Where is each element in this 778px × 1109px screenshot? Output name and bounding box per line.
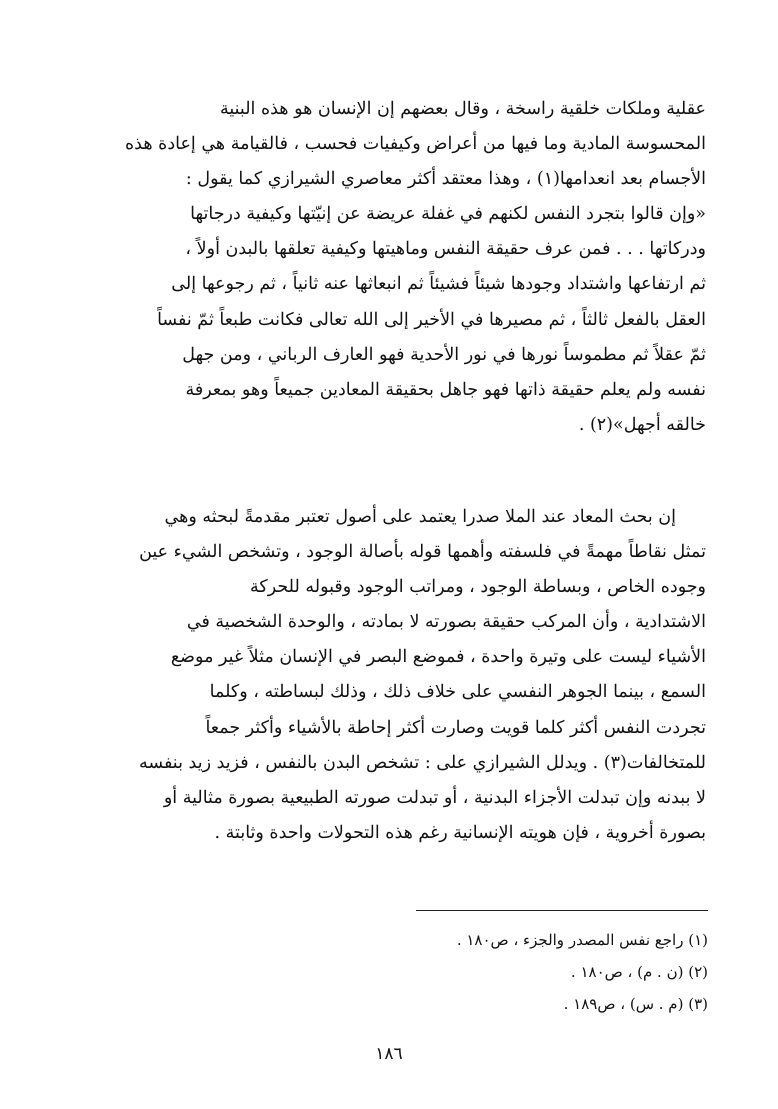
page-number: ١٨٦: [375, 1044, 403, 1064]
text-line: «وإن قالوا بتجرد النفس لكنهم في غفلة عريضة عن إنيّتها وكيفية درجاتها: [190, 204, 706, 225]
paragraph-1: [76, 92, 706, 443]
text-line: ودركاتها . . . فمن عرف حقيقة النفس وماهيتها وكيفية تعلقها بالبدن أولاً ،: [185, 239, 706, 260]
text-line: خالقه أجهل»(٢) .: [578, 414, 706, 435]
text-line: ثمّ عقلاً ثم مطموساً نورها في نور الأحدية فهو العارف الرباني ، ومن جهل: [182, 344, 706, 365]
text-line: لا ببدنه وإن تبدلت الأجزاء البدنية ، أو تبدلت صورته الطبيعية بصورة مثالية أو: [163, 787, 706, 808]
text-line: نفسه ولم يعلم حقيقة ذاتها فهو جاهل بحقيقة المعادين جميعاً وهو بمعرفة: [185, 379, 706, 400]
text-line: إن بحث المعاد عند الملا صدرا يعتمد على أصول تعتبر مقدمةً لبحثه وهي: [164, 507, 676, 527]
footnote: (١) راجع نفس المصدر والجزء ، ص١٨٠ .: [456, 931, 708, 949]
text-line: ثم ارتفاعها واشتداد وجودها شيئاً فشيئاً ثم انبعاثها عنه ثانياً ، ثم رجوعها إلى: [171, 274, 706, 295]
text-line: العقل بالفعل ثالثاً ، ثم مصيرها في الأخير إلى الله تعالى فكانت طبعاً ثمّ نفساً: [157, 309, 706, 330]
text-line: بصورة أخروية ، فإن هويته الإنسانية رغم هذه التحولات واحدة وثابتة .: [214, 822, 706, 843]
text-line: تمثل نقاطاً مهمةً في فلسفته وأهمها قوله بأصالة الوجود ، وتشخص الشيء عين: [139, 542, 706, 563]
footnote: (٣) (م . س) ، ص١٨٩ .: [563, 995, 708, 1013]
text-line: السمع ، بينما الجوهر النفسي على خلاف ذلك ، وذلك لبساطته ، وكلما: [209, 682, 706, 703]
text-line: للمتخالفات(٣) . ويدلل الشيرازي على : تشخص البدن بالنفس ، فزيد زيد بنفسه: [138, 752, 706, 773]
text-line: الأجسام بعد انعدامها(١) ، وهذا معتقد أكثر معاصري الشيرازي كما يقول :: [185, 169, 706, 190]
text-line: المحسوسة المادية وما فيها من أعراض وكيفيات فحسب ، فالقيامة هي إعادة هذه: [125, 134, 706, 155]
footnotes: [380, 924, 708, 1020]
footnote: (٢) (ن . م) ، ص١٨٠ .: [570, 963, 708, 981]
text-line: تجردت النفس أكثر كلما قويت وصارت أكثر إحاطة بالأشياء وأكثر جمعاً: [205, 717, 706, 738]
text-line: وجوده الخاص ، وبساطة الوجود ، ومراتب الوجود وقبوله للحركة: [250, 577, 706, 598]
text-line: عقلية وملكات خلقية راسخة ، وقال بعضهم إن الإنسان هو هذه البنية: [219, 99, 706, 119]
text-line: الأشياء ليست على وتيرة واحدة ، فموضع البصر في الإنسان مثلاً غير موضع: [170, 647, 706, 668]
text-line: الاشتدادية ، وأن المركب حقيقة بصورته لا بمادته ، والوحدة الشخصية في: [186, 612, 706, 633]
footnote-separator: [416, 910, 708, 911]
paragraph-2: [76, 500, 706, 851]
